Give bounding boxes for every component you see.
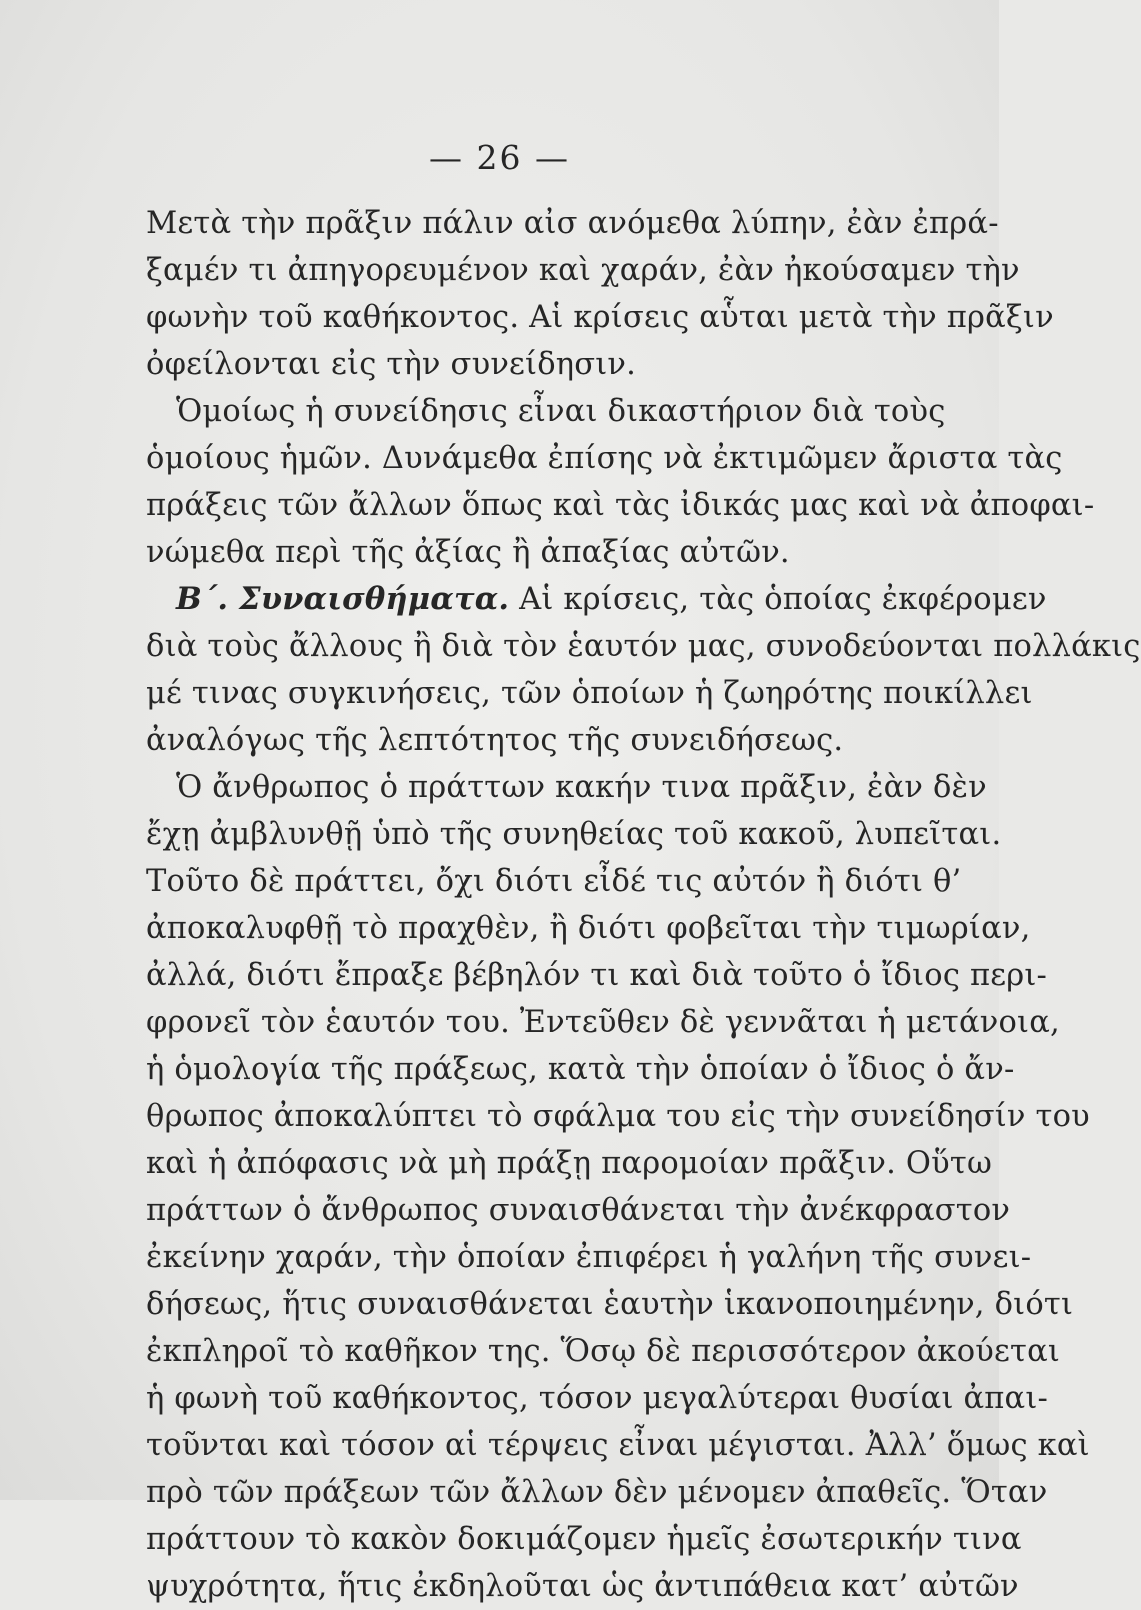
text-line: ξαμέν τι ἀπηγορευμένον καὶ χαράν, ἐὰν ἠκούσαμεν τὴν: [146, 253, 1020, 288]
text-line: ἔχῃ ἀμβλυνθῇ ὑπὸ τῆς συνηθείας τοῦ κακοῦ, λυπεῖται.: [146, 817, 1002, 852]
text-line: φωνὴν τοῦ καθήκοντος. Αἱ κρίσεις αὗται μετὰ τὴν πρᾶξιν: [146, 300, 1054, 335]
text-line: Ὁμοίως ἡ συνείδησις εἶναι δικαστήριον διὰ τοὺς: [176, 394, 946, 429]
text-line: ὀφείλονται εἰς τὴν συνείδησιν.: [146, 347, 637, 382]
text-line: πράττων ὁ ἄνθρωπος συναισθάνεται τὴν ἀνέκφραστον: [146, 1193, 1011, 1228]
text-line: τοῦνται καὶ τόσον αἱ τέρψεις εἶναι μέγισται. Ἀλλ’ ὅμως καὶ: [146, 1428, 1090, 1463]
body-text: [146, 200, 1141, 1610]
text-line: ἀλλά, διότι ἔπραξε βέβηλόν τι καὶ διὰ τοῦτο ὁ ἴδιος περι-: [146, 958, 1048, 993]
text-line: Ὁ ἄνθρωπος ὁ πράττων κακήν τινα πρᾶξιν, ἐὰν δὲν: [176, 770, 987, 805]
text-line: ἀποκαλυφθῇ τὸ πραχθὲν, ἢ διότι φοβεῖται τὴν τιμωρίαν,: [146, 911, 1031, 946]
text-line: Τοῦτο δὲ πράττει, ὄχι διότι εἶδέ τις αὐτόν ἢ διότι θ’: [146, 864, 962, 899]
text-line: ἀναλόγως τῆς λεπτότητος τῆς συνειδήσεως.: [146, 723, 844, 758]
text-line: Μετὰ τὴν πρᾶξιν πάλιν αἰσ ανόμεθα λύπην, ἐὰν ἐπρά-: [146, 206, 999, 241]
text-line: ἡ ὁμολογία τῆς πράξεως, κατὰ τὴν ὁποίαν ὁ ἴδιος ὁ ἄν-: [146, 1052, 1015, 1087]
text-line: πράξεις τῶν ἄλλων ὅπως καὶ τὰς ἰδικάς μας καὶ νὰ ἀποφαι-: [146, 488, 1095, 523]
text-line: πρὸ τῶν πράξεων τῶν ἄλλων δὲν μένομεν ἀπαθεῖς. Ὅταν: [146, 1475, 1048, 1510]
text-line: δήσεως, ἥτις συναισθάνεται ἑαυτὴν ἱκανοποιημένην, διότι: [146, 1287, 1074, 1322]
text-line: διὰ τοὺς ἄλλους ἢ διὰ τὸν ἑαυτόν μας, συνοδεύονται πολλάκις: [146, 629, 1141, 664]
text-line: ὁμοίους ἡμῶν. Δυνάμεθα ἐπίσης νὰ ἐκτιμῶμεν ἄριστα τὰς: [146, 441, 1063, 476]
text-line: καὶ ἡ ἀπόφασις νὰ μὴ πράξῃ παρομοίαν πρᾶξιν. Οὕτω: [146, 1146, 993, 1181]
section-heading: Β΄. Συναισθήματα.: [176, 581, 510, 617]
text-line-rest: Αἱ κρίσεις, τὰς ὁποίας ἐκφέρομεν: [519, 582, 1047, 617]
text-line: νώμεθα περὶ τῆς ἀξίας ἢ ἀπαξίας αὐτῶν.: [146, 535, 790, 570]
text-line: [146, 576, 1047, 623]
text-line: πράττουν τὸ κακὸν δοκιμάζομεν ἡμεῖς ἐσωτερικήν τινα: [146, 1522, 1022, 1557]
text-line: ψυχρότητα, ἥτις ἐκδηλοῦται ὡς ἀντιπάθεια κατ’ αὐτῶν: [146, 1569, 1019, 1604]
text-line: ἡ φωνὴ τοῦ καθήκοντος, τόσον μεγαλύτεραι θυσίαι ἀπαι-: [146, 1381, 1049, 1416]
page-number: — 26 —: [429, 138, 570, 177]
text-line: θρωπος ἀποκαλύπτει τὸ σφάλμα του εἰς τὴν συνείδησίν του: [146, 1099, 1090, 1134]
text-line: φρονεῖ τὸν ἑαυτόν του. Ἐντεῦθεν δὲ γεννᾶται ἡ μετάνοια,: [146, 1005, 1060, 1040]
text-line: μέ τινας συγκινήσεις, τῶν ὁποίων ἡ ζωηρότης ποικίλλει: [146, 676, 1033, 711]
text-line: ἐκπληροῖ τὸ καθῆκον της. Ὅσῳ δὲ περισσότερον ἀκούεται: [146, 1334, 1061, 1369]
text-line: ἐκείνην χαράν, τὴν ὁποίαν ἐπιφέρει ἡ γαλήνη τῆς συνει-: [146, 1240, 1032, 1275]
